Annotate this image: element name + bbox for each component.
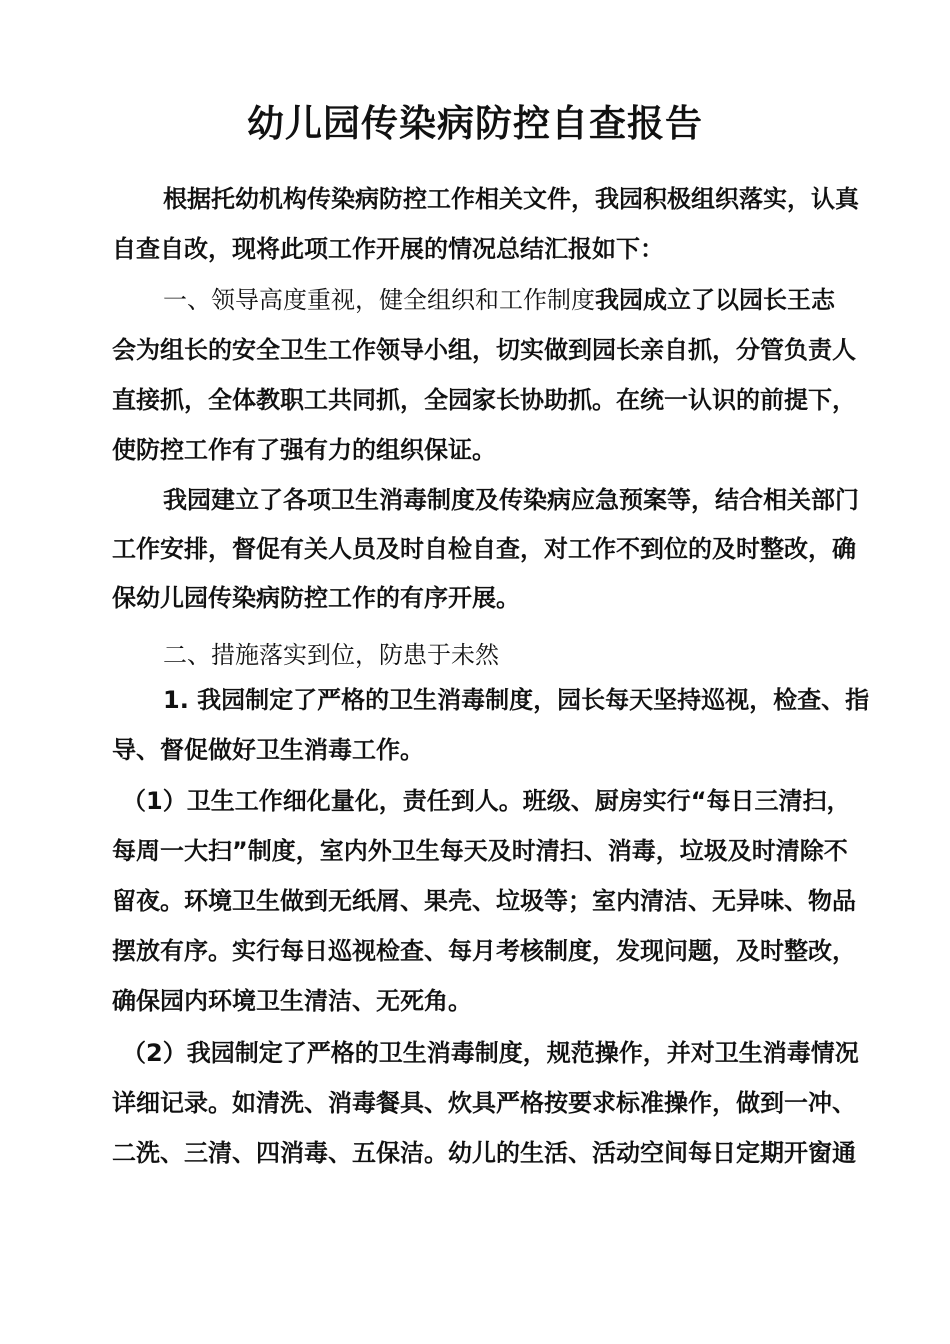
paragraph-line: 留夜。环境卫生做到无纸屑、果壳、垃圾等；室内清洁、无异味、物品 [112,887,856,915]
paragraph-line: （2）我园制定了严格的卫生消毒制度，规范操作，并对卫生消毒情况 [122,1039,859,1067]
paragraph-line: 工作安排，督促有关人员及时自检自查，对工作不到位的及时整改，确 [112,535,856,563]
paragraph-line: 会为组长的安全卫生工作领导小组，切实做到园长亲自抓，分管负责人 [112,336,856,364]
paragraph-line: 每周一大扫”制度，室内外卫生每天及时清扫、消毒，垃圾及时清除不 [112,837,848,865]
paragraph-line: 1. 我园制定了严格的卫生消毒制度，园长每天坚持巡视，检查、指 [163,686,870,714]
paragraph-line: 确保园内环境卫生清洁、无死角。 [112,987,472,1015]
paragraph-line: 导、督促做好卫生消毒工作。 [112,736,424,764]
paragraph-line: 自查自改，现将此项工作开展的情况总结汇报如下： [112,235,664,263]
paragraph-line: 直接抓，全体教职工共同抓，全园家长协助抓。在统一认识的前提下， [112,386,856,414]
paragraph-line: （1）卫生工作细化量化，责任到人。班级、厨房实行“每日三清扫， [122,787,851,815]
paragraph-line: 详细记录。如清洗、消毒餐具、炊具严格按要求标准操作，做到一冲、 [112,1089,856,1117]
section-heading: 一、领导高度重视，健全组织和工作制度 [163,286,595,314]
paragraph-line: 摆放有序。实行每日巡视检查、每月考核制度，发现问题，及时整改， [112,937,856,965]
paragraph-line: 保幼儿园传染病防控工作的有序开展。 [112,584,520,612]
paragraph-line: 二洗、三清、四消毒、五保洁。幼儿的生活、活动空间每日定期开窗通 [112,1139,856,1167]
document-title: 幼儿园传染病防控自查报告 [247,102,703,145]
paragraph-text: 我园成立了以园长王志 [595,286,835,314]
paragraph-line: 使防控工作有了强有力的组织保证。 [112,436,496,464]
paragraph-line: 根据托幼机构传染病防控工作相关文件，我园积极组织落实，认真 [163,185,859,213]
paragraph-line: 我园建立了各项卫生消毒制度及传染病应急预案等，结合相关部门 [163,486,859,514]
section-heading: 二、措施落实到位，防患于未然 [163,641,499,669]
section-heading-line [163,283,883,317]
